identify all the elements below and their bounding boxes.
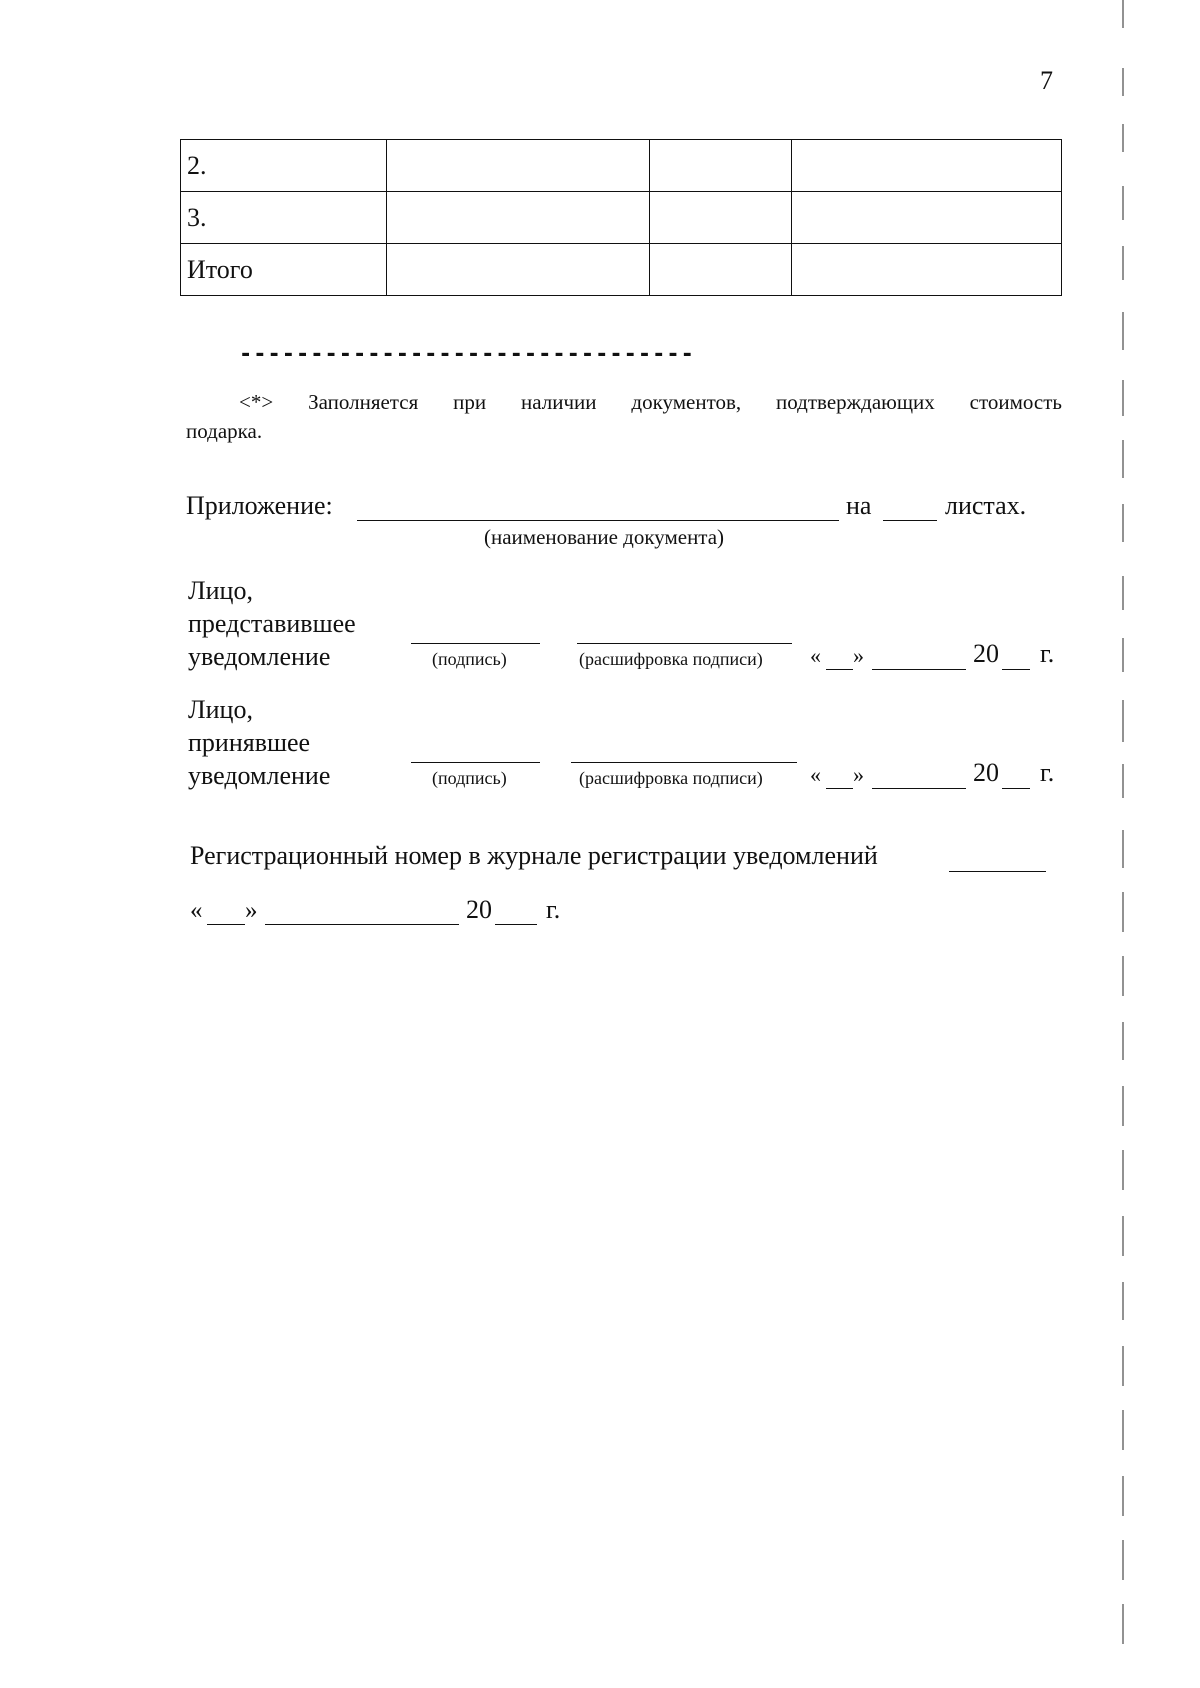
table-cell-label: 2.	[181, 140, 387, 192]
receiver-label	[188, 693, 330, 792]
table-cell	[387, 192, 650, 244]
receiver-year-suffix: г.	[1040, 758, 1055, 787]
presenter-label-line: Лицо,	[188, 576, 253, 605]
receiver-signature-caption: (подпись)	[432, 768, 507, 788]
registration-number-field[interactable]	[949, 871, 1046, 872]
presenter-decode-caption: (расшифровка подписи)	[579, 649, 763, 669]
presenter-signature-field[interactable]	[411, 643, 540, 644]
registration-month-field[interactable]	[265, 924, 459, 925]
registration-label: Регистрационный номер в журнале регистрации уведомлений	[190, 841, 878, 870]
registration-day-field[interactable]	[207, 924, 245, 925]
presenter-decode-field[interactable]	[577, 643, 792, 644]
receiver-label-line: Лицо,	[188, 695, 253, 724]
table-cell-label: 3.	[181, 192, 387, 244]
table-cell	[387, 140, 650, 192]
footnote-separator: --------------------------------	[239, 342, 695, 367]
page-number: 7	[1040, 66, 1053, 95]
receiver-signature-field[interactable]	[411, 762, 540, 763]
receiver-day-field[interactable]	[826, 788, 853, 789]
table-cell	[792, 140, 1062, 192]
gift-table	[180, 139, 1062, 296]
table-cell	[387, 244, 650, 296]
presenter-quote-close: »	[853, 643, 864, 668]
table-cell	[792, 192, 1062, 244]
receiver-decode-caption: (расшифровка подписи)	[579, 768, 763, 788]
receiver-decode-field[interactable]	[571, 762, 797, 763]
attachment-label: Приложение:	[186, 491, 333, 520]
attachment-sheets-count-field[interactable]	[883, 520, 937, 521]
receiver-label-line: принявшее	[188, 728, 311, 757]
receiver-quote-close: »	[853, 762, 864, 787]
presenter-label-line: уведомление	[188, 642, 331, 671]
attachment-na: на	[846, 491, 872, 520]
table-cell	[792, 244, 1062, 296]
registration-year-prefix: 20	[466, 895, 492, 924]
attachment-document-field[interactable]	[357, 520, 839, 521]
registration-quote-close: »	[245, 897, 258, 924]
presenter-label-line: представившее	[188, 609, 356, 638]
table-cell	[650, 192, 792, 244]
footnote-text	[186, 388, 1062, 446]
presenter-label	[188, 574, 356, 673]
presenter-quote-open: «	[810, 643, 821, 668]
presenter-year-field[interactable]	[1002, 669, 1030, 670]
registration-year-field[interactable]	[495, 924, 537, 925]
footnote-content: <*> Заполняется при наличии документов, подтверждающих стоимость подарка.	[186, 390, 1062, 443]
attachment-sheets-label: листах.	[945, 491, 1027, 520]
table-cell-label: Итого	[181, 244, 387, 296]
receiver-label-line: уведомление	[188, 761, 331, 790]
presenter-day-field[interactable]	[826, 669, 853, 670]
table-row	[181, 140, 1062, 192]
receiver-month-field[interactable]	[872, 788, 966, 789]
registration-quote-open: «	[190, 897, 203, 924]
presenter-month-field[interactable]	[872, 669, 966, 670]
scan-edge-marks	[1118, 0, 1130, 1688]
receiver-quote-open: «	[810, 762, 821, 787]
presenter-signature-caption: (подпись)	[432, 649, 507, 669]
attachment-caption: (наименование документа)	[484, 525, 725, 549]
table-row	[181, 244, 1062, 296]
table-cell	[650, 140, 792, 192]
presenter-year-prefix: 20	[973, 639, 999, 668]
table-cell	[650, 244, 792, 296]
presenter-year-suffix: г.	[1040, 639, 1055, 668]
table-row	[181, 192, 1062, 244]
receiver-year-prefix: 20	[973, 758, 999, 787]
registration-year-suffix: г.	[546, 895, 561, 924]
receiver-year-field[interactable]	[1002, 788, 1030, 789]
